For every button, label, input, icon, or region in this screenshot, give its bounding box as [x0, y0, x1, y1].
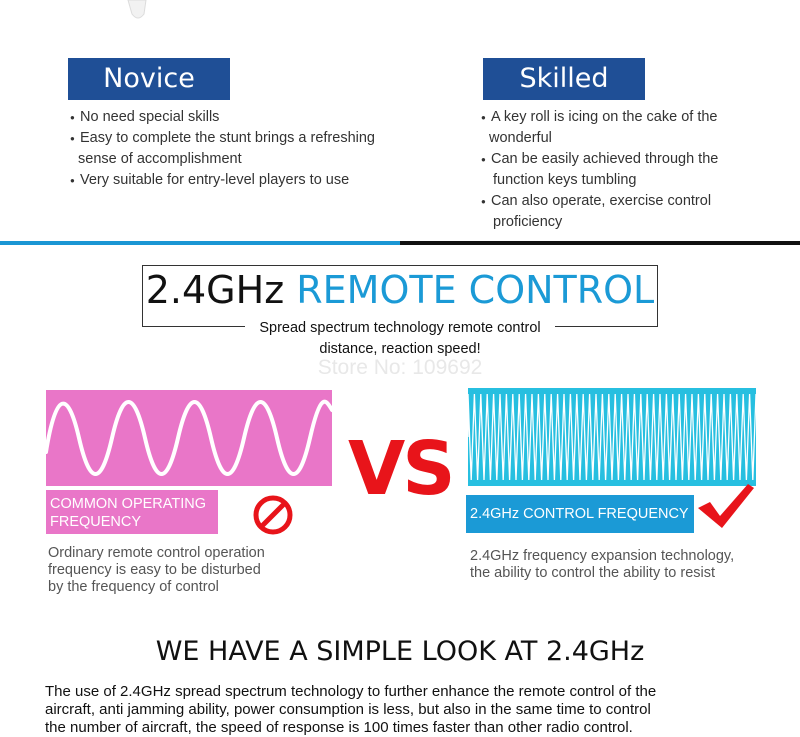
- ghz-frequency-description: [470, 548, 770, 582]
- dense-wave-graphic: [468, 388, 756, 486]
- simple-look-title: WE HAVE A SIMPLE LOOK AT 2.4GHz: [155, 636, 645, 667]
- desc-line: by the frequency of control: [48, 579, 219, 595]
- paragraph-line: aircraft, anti jamming ability, power consumption is less, but also in the same time to control: [45, 701, 651, 718]
- title-frequency: 2.4GHz: [145, 268, 285, 312]
- desc-line: Ordinary remote control operation: [48, 545, 265, 561]
- store-watermark: Store No: 109692: [317, 356, 483, 379]
- common-frequency-description: [48, 545, 318, 596]
- common-frequency-label: [46, 490, 218, 534]
- list-item-continued: proficiency: [493, 214, 563, 230]
- product-image-partial: [118, 0, 158, 22]
- list-item-continued: function keys tumbling: [493, 172, 637, 188]
- list-item: ● Can be easily achieved through the: [481, 149, 781, 170]
- skilled-title: Skilled: [519, 63, 609, 94]
- remote-control-subtitle: [200, 318, 600, 360]
- desc-line: 2.4GHz frequency expansion technology,: [470, 548, 735, 564]
- no-entry-icon: [251, 493, 295, 537]
- skilled-heading: [483, 58, 645, 100]
- common-label-line-1: COMMON OPERATING: [50, 496, 207, 512]
- title-remote-control: REMOTE CONTROL: [296, 268, 655, 312]
- ghz-frequency-label: 2.4GHz CONTROL FREQUENCY: [466, 495, 694, 533]
- subtitle-line-1: Spread spectrum technology remote control: [245, 320, 554, 336]
- novice-title: Novice: [103, 63, 195, 94]
- list-item: ● Very suitable for entry-level players to use: [70, 170, 410, 191]
- novice-bullet-list: [70, 107, 410, 191]
- paragraph-line: the number of aircraft, the speed of response is 100 times faster than other radio control.: [45, 719, 633, 736]
- desc-line: the ability to control the ability to resist: [470, 565, 716, 581]
- list-item-continued: wonderful: [489, 130, 552, 146]
- remote-control-title: [142, 268, 658, 312]
- section-divider-dark: [400, 241, 800, 245]
- list-item: ● Easy to complete the stunt brings a refreshing: [70, 128, 410, 149]
- paragraph-line: The use of 2.4GHz spread spectrum technology to further enhance the remote control of the: [45, 683, 657, 700]
- list-item: ● A key roll is icing on the cake of the: [481, 107, 781, 128]
- common-label-line-2: FREQUENCY: [50, 514, 142, 530]
- subtitle-line-2: distance, reaction speed!: [319, 341, 481, 357]
- desc-line: frequency is easy to be disturbed: [48, 562, 261, 578]
- simple-look-paragraph: [45, 683, 765, 737]
- ghz-frequency-wave-panel: [468, 388, 756, 486]
- novice-heading: [68, 58, 230, 100]
- list-item: ● Can also operate, exercise control: [481, 191, 781, 212]
- versus-label: VS: [348, 426, 453, 512]
- list-item-continued: sense of accomplishment: [78, 151, 242, 167]
- skilled-bullet-list: [481, 107, 781, 233]
- common-frequency-wave-panel: [46, 390, 332, 486]
- list-item: ● No need special skills: [70, 107, 410, 128]
- section-divider-blue: [0, 241, 400, 245]
- sine-wave-graphic: [46, 390, 332, 486]
- checkmark-icon: [696, 480, 756, 530]
